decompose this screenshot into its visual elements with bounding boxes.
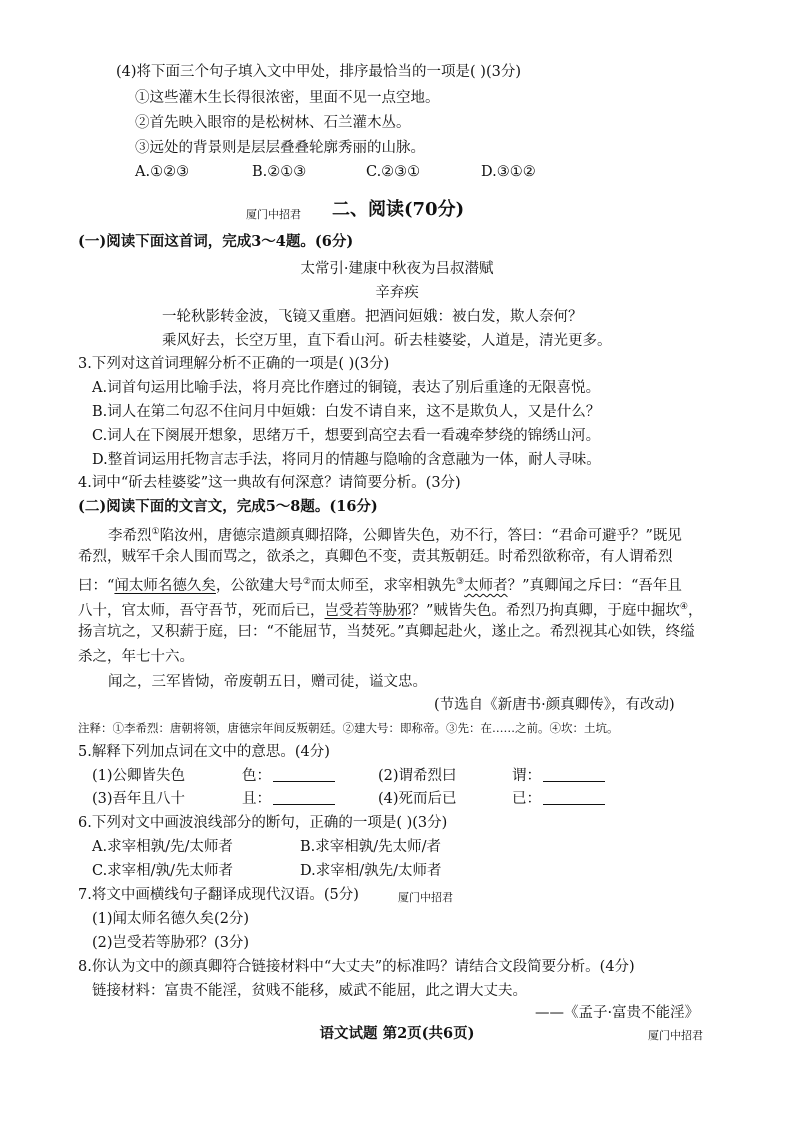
wavy-underlined-phrase: 太师者: [464, 577, 508, 594]
passage-text: 陷汝州，唐德宗遣颜真卿招降，公卿皆失色，劝不行，答曰：“君命可避乎？”既见: [159, 527, 682, 544]
passage-text: ？”贼皆失色。希烈乃拘真卿，于庭中掘坎: [411, 602, 680, 619]
q5-key-1: [242, 766, 335, 786]
q5-item-4: (4)死而后已: [378, 791, 457, 807]
question-4: 4.词中“斫去桂婆娑”这一典故有何深意？请简要分析。(3分): [78, 475, 461, 491]
q5-key-2: [512, 766, 605, 786]
poet-name: 辛弃疾: [375, 285, 419, 301]
q5-key-3: [242, 789, 335, 809]
watermark: 厦门中招君: [648, 1029, 703, 1042]
q6-option-b: B.求宰相孰/先太师/者: [300, 839, 442, 855]
question-7: 7.将文中画横线句子翻译成现代汉语。(5分): [78, 887, 359, 903]
passage-text: 李希烈: [108, 527, 152, 544]
answer-blank[interactable]: [273, 767, 335, 782]
question-5: 5.解释下列加点词在文中的意思。(4分): [78, 744, 330, 760]
key-label: 谓：: [512, 768, 541, 784]
q6-option-c: C.求宰相/孰/先太师者: [92, 863, 233, 879]
q7-item-1: (1)闻太师名德久矣(2分): [92, 911, 250, 927]
poem-line-2: 乘风好去，长空万里，直下看山河。斫去桂婆娑，人道是，清光更多。: [162, 333, 612, 349]
q5-key-4: [512, 789, 605, 809]
passage-line-5: 扬言坑之，又积薪于庭，曰：“不能屈节，当焚死。”真卿起赴火，遂止之。希烈视其心如铁，终缢: [78, 624, 695, 640]
question-6: 6.下列对文中画波浪线部分的断句，正确的一项是( )(3分): [78, 815, 448, 831]
choice-b: B.②①③: [252, 164, 307, 180]
note-marker: ②: [302, 577, 311, 587]
part-1-intro: (一)阅读下面这首词，完成3～4题。(6分): [78, 233, 354, 250]
part-2-intro: (二)阅读下面的文言文，完成5～8题。(16分): [78, 498, 378, 515]
poem-title: 太常引·建康中秋夜为吕叔潜赋: [300, 261, 494, 277]
q7-item-2: (2)岂受若等胁邪？(3分): [92, 935, 250, 951]
sentence-2: ②首先映入眼帘的是松树林、石兰灌木丛。: [135, 115, 411, 131]
q5-item-1: (1)公卿皆失色: [92, 768, 186, 784]
passage-line-1: [108, 522, 682, 546]
watermark: 厦门中招君: [398, 891, 453, 904]
question-8: 8.你认为文中的颜真卿符合链接材料中“大丈夫”的标准吗？请结合文段简要分析。(4分): [78, 959, 635, 975]
passage-line-7: 闻之，三军皆恸，帝废朝五日，赠司徒，谥文忠。: [108, 674, 427, 690]
passage-line-6: 杀之，年七十六。: [78, 649, 194, 665]
q3-option-b: B.词人在第二句忍不住问月中姮娥：白发不请自来，这不是欺负人，又是什么？: [92, 404, 601, 420]
question-4-stem: (4)将下面三个句子填入文中甲处，排序最恰当的一项是( )(3分): [116, 64, 521, 80]
q6-option-d: D.求宰相/孰先/太师者: [300, 863, 442, 879]
page-footer: 语文试题 第2页(共6页): [319, 1025, 475, 1042]
q3-option-c: C.词人在下阕展开想象，思绪万千，想要到高空去看一看魂牵梦绕的锦绣山河。: [92, 428, 601, 444]
key-label: 色：: [242, 768, 271, 784]
passage-text: ？”真卿闻之斥曰：“吾年且: [507, 577, 682, 594]
answer-blank[interactable]: [543, 767, 605, 782]
watermark: 厦门中招君: [246, 208, 301, 221]
passage-text: ，: [688, 602, 703, 619]
answer-blank[interactable]: [273, 790, 335, 805]
passage-text: ，公欲建大号: [215, 577, 303, 594]
passage-line-3: [78, 572, 682, 596]
link-source: ——《孟子·富贵不能淫》: [535, 1005, 700, 1021]
passage-line-2: 希烈，贼军千余人围而骂之，欲杀之，真卿色不变，责其叛朝廷。时希烈欲称帝，有人谓希烈: [78, 549, 673, 565]
q3-option-d: D.整首词运用托物言志手法，将同月的情趣与隐喻的含意融为一体，耐人寻味。: [92, 452, 601, 468]
q3-option-a: A.词首句运用比喻手法，将月亮比作磨过的铜镜，表达了别后重逢的无限喜悦。: [92, 380, 601, 396]
q5-item-3: (3)吾年且八十: [92, 791, 186, 807]
passage-text: 而太师至，求宰相孰先: [311, 577, 456, 594]
passage-notes: 注释：①李希烈：唐朝将领，唐德宗年间反叛朝廷。②建大号：即称帝。③先：在……之前。④坎：土坑。: [78, 721, 619, 735]
note-marker: ③: [456, 577, 465, 587]
sentence-3: ③远处的背景则是层层叠叠轮廓秀丽的山脉。: [135, 140, 425, 156]
poem-line-1: 一轮秋影转金波，飞镜又重磨。把酒问姮娥：被白发，欺人奈何？: [162, 309, 583, 325]
sentence-1: ①这些灌木生长得很浓密，里面不见一点空地。: [135, 90, 440, 106]
link-material: 链接材料：富贵不能淫，贫贱不能移，威武不能屈，此之谓大丈夫。: [92, 983, 527, 999]
passage-source: (节选自《新唐书·颜真卿传》，有改动): [434, 697, 675, 713]
note-marker: ④: [679, 602, 688, 612]
note-marker: ①: [151, 527, 160, 537]
passage-text: 曰：“: [78, 577, 115, 594]
key-label: 已：: [512, 791, 541, 807]
answer-blank[interactable]: [543, 790, 605, 805]
key-label: 且：: [242, 791, 271, 807]
choice-d: D.③①②: [481, 164, 536, 180]
passage-line-4: [78, 597, 703, 621]
passage-text: 八十，官太师，吾守吾节，死而后已，: [78, 602, 325, 619]
question-3: 3.下列对这首词理解分析不正确的一项是( )(3分): [78, 356, 390, 372]
underlined-sentence-2: 岂受若等胁邪: [324, 602, 412, 619]
q6-option-a: A.求宰相孰/先/太师者: [92, 839, 233, 855]
choice-c: C.②③①: [366, 164, 421, 180]
choice-a: A.①②③: [135, 164, 190, 180]
underlined-sentence-1: 闻太师名德久矣: [114, 577, 216, 594]
q5-item-2: (2)谓希烈曰: [378, 768, 457, 784]
section-title: 二、阅读(70分): [332, 199, 465, 220]
